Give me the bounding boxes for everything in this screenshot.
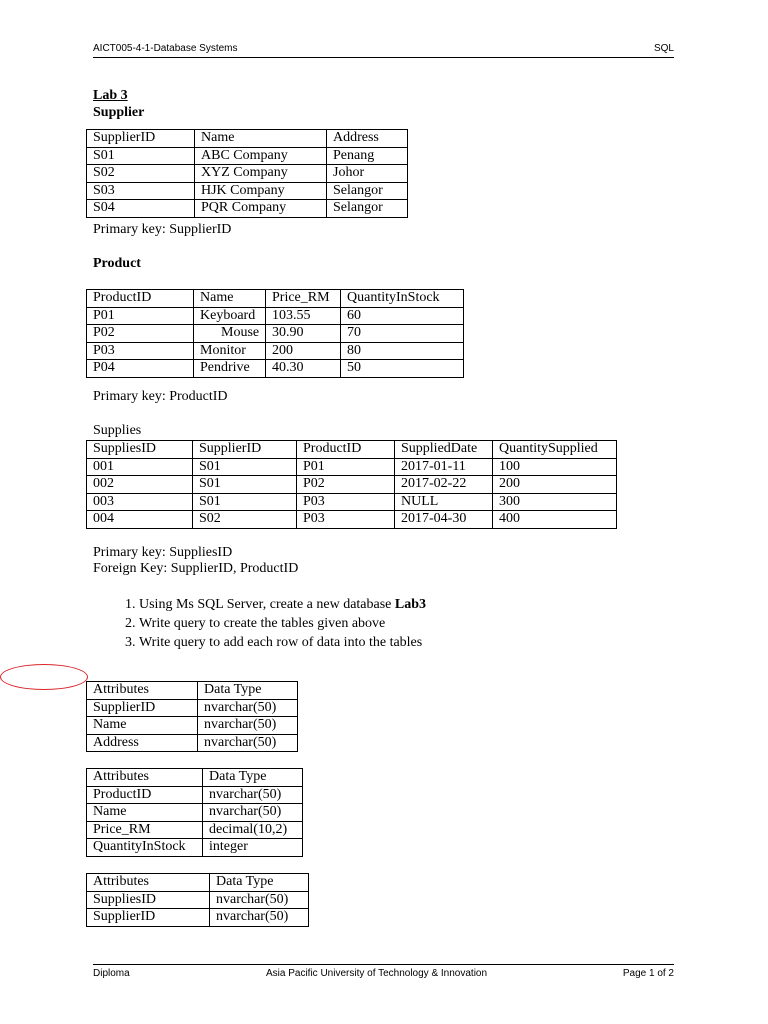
table-cell: 2017-04-30: [395, 511, 493, 529]
supplier-table: [86, 129, 408, 218]
table-cell: S02: [193, 511, 297, 529]
table-header-row: [87, 874, 309, 892]
table-header-cell: Data Type: [210, 874, 309, 892]
table-cell: 002: [87, 476, 193, 494]
supplies-schema-table: [86, 873, 309, 927]
table-cell: Johor: [327, 165, 408, 183]
task-bold-text: Lab3: [394, 597, 427, 612]
table-cell: 004: [87, 511, 193, 529]
supplies-table: [86, 440, 617, 529]
supplies-primary-key: Primary key: SuppliesID: [93, 545, 233, 560]
table-cell: SupplierID: [87, 699, 198, 717]
table-header-row: [87, 130, 408, 148]
table-cell: P02: [297, 476, 395, 494]
table-header-cell: ProductID: [87, 290, 194, 308]
table-cell: SupplierID: [87, 909, 210, 927]
table-cell: NULL: [395, 493, 493, 511]
table-header-cell: Name: [194, 290, 266, 308]
table-cell: SuppliesID: [87, 891, 210, 909]
table-cell: 100: [493, 458, 617, 476]
table-cell: P04: [87, 360, 194, 378]
table-row: [87, 511, 617, 529]
table-header-cell: Price_RM: [266, 290, 341, 308]
table-row: [87, 821, 303, 839]
footer-rule: [93, 964, 674, 965]
task-text: Using Ms SQL Server, create a new database: [139, 597, 395, 612]
table-row: [87, 734, 298, 752]
task-text: Write query to create the tables given above: [139, 616, 386, 631]
table-cell: 200: [493, 476, 617, 494]
header-topic: SQL: [653, 43, 674, 54]
table-row: [87, 360, 464, 378]
table-row: [87, 717, 298, 735]
table-cell: 103.55: [266, 307, 341, 325]
table-header-row: [87, 290, 464, 308]
table-cell: S04: [87, 200, 195, 218]
table-cell: Penang: [327, 147, 408, 165]
table-cell: 2017-01-11: [395, 458, 493, 476]
table-row: [87, 804, 303, 822]
table-cell: HJK Company: [195, 182, 327, 200]
table-cell: Monitor: [194, 342, 266, 360]
table-header-cell: Attributes: [87, 769, 203, 787]
table-header-cell: Data Type: [203, 769, 303, 787]
table-cell: Address: [87, 734, 198, 752]
table-cell: nvarchar(50): [210, 909, 309, 927]
table-row: [87, 458, 617, 476]
table-header-cell: QuantityInStock: [341, 290, 464, 308]
table-row: [87, 182, 408, 200]
table-cell: P01: [87, 307, 194, 325]
table-row: [87, 786, 303, 804]
table-cell: nvarchar(50): [210, 891, 309, 909]
table-header-cell: SupplierID: [193, 441, 297, 459]
table-header-cell: Attributes: [87, 682, 198, 700]
table-cell: Selangor: [327, 182, 408, 200]
table-cell: 40.30: [266, 360, 341, 378]
task-list: [93, 595, 426, 652]
table-row: [87, 493, 617, 511]
table-cell: Selangor: [327, 200, 408, 218]
table-cell: nvarchar(50): [203, 804, 303, 822]
task-item: [139, 633, 426, 652]
table-cell: P03: [297, 493, 395, 511]
header-rule: [93, 57, 674, 58]
table-cell: P02: [87, 325, 194, 343]
table-row: [87, 165, 408, 183]
table-cell: integer: [203, 839, 303, 857]
table-header-cell: ProductID: [297, 441, 395, 459]
footer-program: Diploma: [93, 968, 130, 979]
footer-page-number: Page 1 of 2: [622, 968, 674, 979]
table-cell: Name: [87, 804, 203, 822]
table-cell: Name: [87, 717, 198, 735]
table-header-row: [87, 682, 298, 700]
table-header-cell: Data Type: [198, 682, 298, 700]
table-row: [87, 891, 309, 909]
table-cell: 003: [87, 493, 193, 511]
supplier-primary-key: Primary key: SupplierID: [93, 222, 232, 237]
table-cell: 60: [341, 307, 464, 325]
table-header-cell: SuppliesID: [87, 441, 193, 459]
product-heading: Product: [93, 256, 141, 271]
supplier-schema-table: [86, 681, 298, 752]
table-cell: PQR Company: [195, 200, 327, 218]
table-cell: nvarchar(50): [203, 786, 303, 804]
table-cell: Mouse: [194, 325, 266, 343]
table-header-cell: Attributes: [87, 874, 210, 892]
table-cell: Pendrive: [194, 360, 266, 378]
table-cell: nvarchar(50): [198, 699, 298, 717]
table-cell: S01: [87, 147, 195, 165]
supplies-foreign-key: Foreign Key: SupplierID, ProductID: [93, 561, 299, 576]
task-item: [139, 614, 426, 633]
product-table: [86, 289, 464, 378]
table-row: [87, 342, 464, 360]
table-row: [87, 200, 408, 218]
task-item: [139, 595, 426, 614]
hand-drawn-circle-annotation: [0, 664, 88, 690]
table-cell: ProductID: [87, 786, 203, 804]
header-course: AICT005-4-1-Database Systems: [93, 43, 238, 54]
table-cell: QuantityInStock: [87, 839, 203, 857]
product-primary-key: Primary key: ProductID: [93, 389, 228, 404]
table-cell: 300: [493, 493, 617, 511]
table-cell: Price_RM: [87, 821, 203, 839]
table-row: [87, 699, 298, 717]
table-cell: P01: [297, 458, 395, 476]
table-cell: S01: [193, 493, 297, 511]
table-cell: XYZ Company: [195, 165, 327, 183]
table-cell: Keyboard: [194, 307, 266, 325]
table-cell: ABC Company: [195, 147, 327, 165]
lab-title: Lab 3: [93, 88, 128, 103]
table-header-row: [87, 769, 303, 787]
table-header-cell: SupplierID: [87, 130, 195, 148]
table-header-cell: Address: [327, 130, 408, 148]
table-cell: 30.90: [266, 325, 341, 343]
table-row: [87, 909, 309, 927]
footer-institution: Asia Pacific University of Technology & Innovation: [266, 968, 488, 979]
table-cell: 200: [266, 342, 341, 360]
table-cell: S02: [87, 165, 195, 183]
table-cell: P03: [297, 511, 395, 529]
table-row: [87, 476, 617, 494]
table-cell: 2017-02-22: [395, 476, 493, 494]
task-text: Write query to add each row of data into the tables: [139, 635, 423, 650]
table-cell: nvarchar(50): [198, 734, 298, 752]
table-cell: 400: [493, 511, 617, 529]
table-header-cell: Name: [195, 130, 327, 148]
table-header-cell: QuantitySupplied: [493, 441, 617, 459]
table-header-cell: SuppliedDate: [395, 441, 493, 459]
supplies-heading: Supplies: [93, 423, 142, 438]
table-cell: nvarchar(50): [198, 717, 298, 735]
table-row: [87, 307, 464, 325]
table-row: [87, 325, 464, 343]
table-cell: S03: [87, 182, 195, 200]
table-cell: 80: [341, 342, 464, 360]
table-row: [87, 839, 303, 857]
table-cell: decimal(10,2): [203, 821, 303, 839]
table-cell: 001: [87, 458, 193, 476]
product-schema-table: [86, 768, 303, 857]
table-row: [87, 147, 408, 165]
table-cell: P03: [87, 342, 194, 360]
table-cell: 70: [341, 325, 464, 343]
table-cell: S01: [193, 458, 297, 476]
table-cell: 50: [341, 360, 464, 378]
supplier-heading: Supplier: [93, 105, 145, 120]
table-cell: S01: [193, 476, 297, 494]
table-header-row: [87, 441, 617, 459]
